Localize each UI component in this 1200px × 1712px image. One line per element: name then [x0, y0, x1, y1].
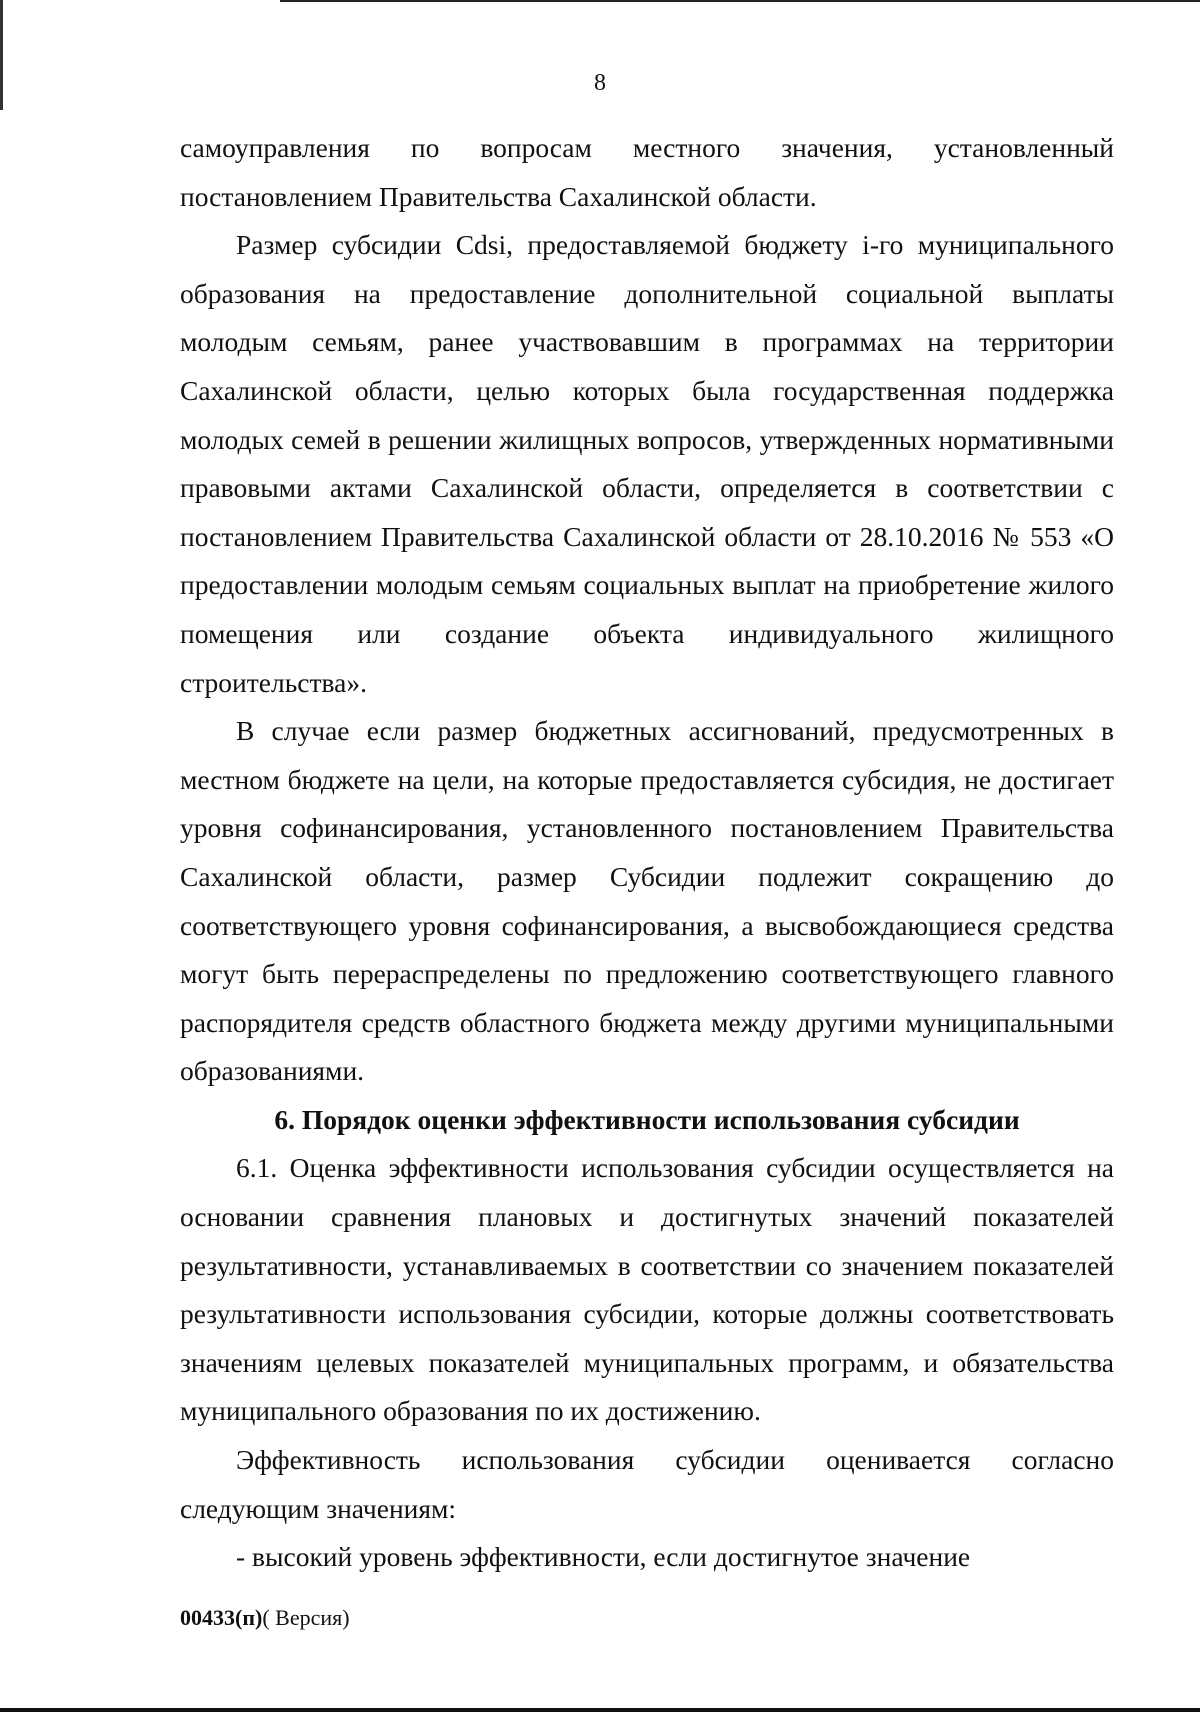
- list-item-high-efficiency: - высокий уровень эффективности, если достигнутое значение: [236, 1541, 971, 1573]
- paragraph-subsidy-size: Размер субсидии Cdsi, предоставляемой бюджету i-го муниципального образования на предоставление дополнительной социальной выплаты молодым семьям, ранее участвовавшим в программах на территории Сахалинской области, целью которых была государственная поддержка молодых семей в решении жилищных вопросов, утвержденных нормативными правовыми актами Сахалинской области, определяется в соответствии с постановлением Правительства Сахалинской области от 28.10.2016 № 553 «О предоставлении молодым семьям социальных выплат на приобретение жилого помещения или создание объекта индивидуального жилищного строительства».: [180, 229, 1114, 698]
- document-footer: [180, 1605, 350, 1631]
- paragraph-evaluation: 6.1. Оценка эффективности использования субсидии осуществляется на основании сравнения плановых и достигнутых значений показателей результативности, устанавливаемых в соответствии со значением показателей результативности использования субсидии, которые должны соответствовать значениям целевых показателей муниципальных программ, и обязательства муниципального образования по их достижению.: [180, 1152, 1114, 1427]
- paragraph-continuation: самоуправления по вопросам местного значения, установленный постановлением Правительства Сахалинской области.: [180, 132, 1114, 212]
- section-heading: 6. Порядок оценки эффективности использования субсидии: [274, 1103, 1020, 1135]
- page-number: 8: [594, 70, 606, 96]
- paragraph-efficiency: Эффективность использования субсидии оценивается согласно следующим значениям:: [180, 1444, 1114, 1524]
- paragraph-budget-allocations: В случае если размер бюджетных ассигнований, предусмотренных в местном бюджете на цели, на которые предоставляется субсидия, не достигает уровня софинансирования, установленного постановлением Правительства Сахалинской области, размер Субсидии подлежит сокращению до соответствующего уровня софинансирования, а высвобождающиеся средства могут быть перераспределены по предложению соответствующего главного распорядителя средств областного бюджета между другими муниципальными образованиями.: [180, 715, 1114, 1087]
- scan-top-border: [280, 0, 1200, 2]
- scan-bottom-border: [0, 1708, 1200, 1712]
- document-version: ( Версия): [262, 1605, 350, 1630]
- document-code: 00433(п): [180, 1605, 263, 1630]
- document-body: [180, 124, 1114, 1582]
